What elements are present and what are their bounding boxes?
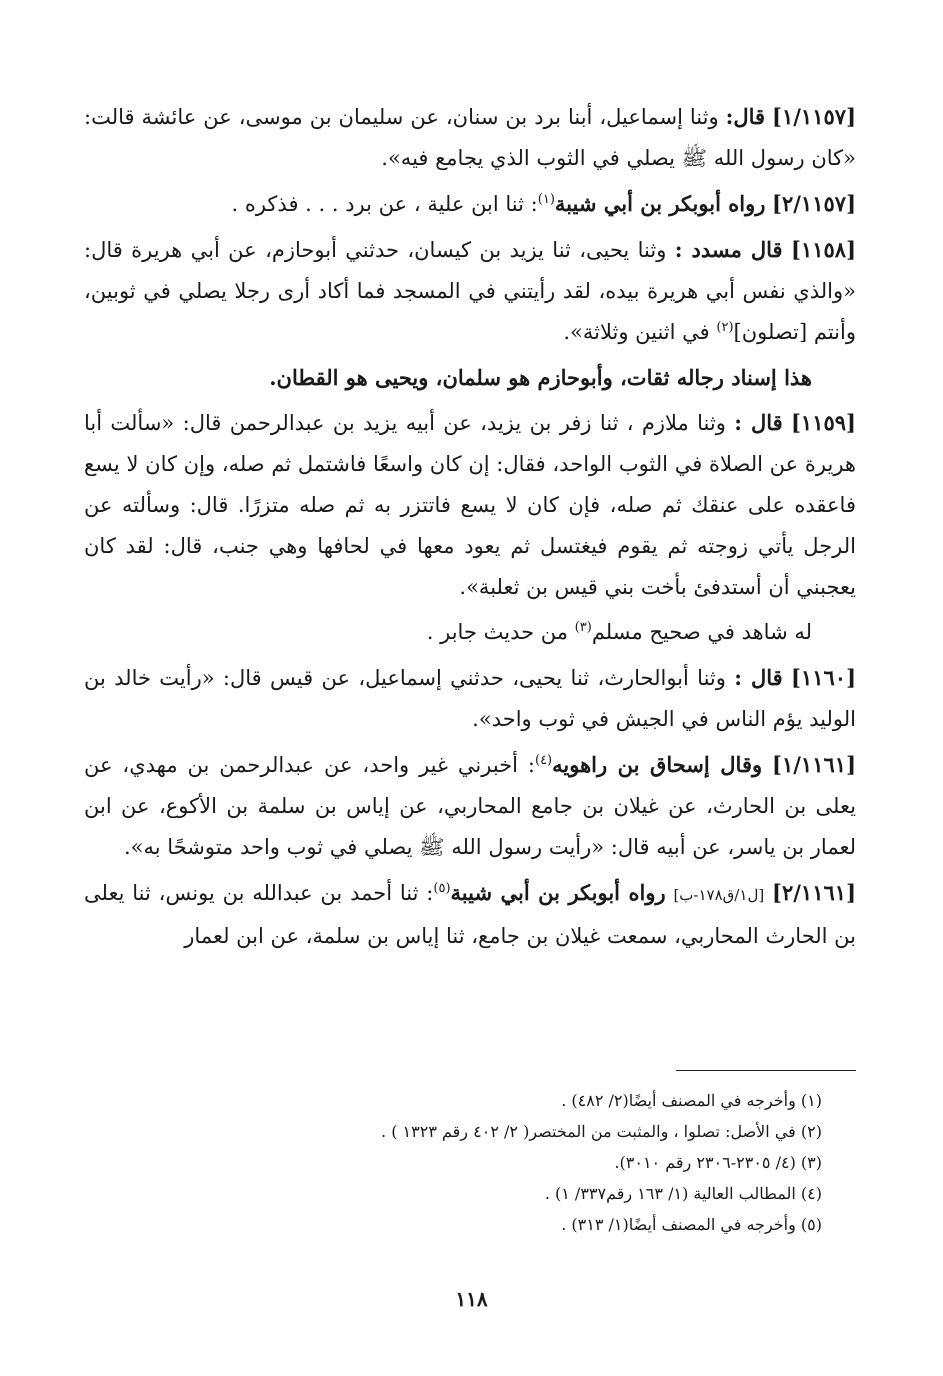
footnote-5: (٥) وأخرجه في المصنف أيضًا(١/ ٣١٣) . [561,1215,822,1234]
hadith-lead: رواه أبوبكر بن أبي شيبة [554,191,766,216]
hadith-lead: رواه أبوبكر بن أبي شيبة [450,880,666,905]
footnote-divider [676,1070,856,1071]
hadith-text-end: في اثنين وثلاثة». [563,320,717,344]
hadith-1157-1 [84,96,856,179]
witness-note [84,612,856,653]
footnote-mark: (٤) [534,753,553,768]
hadith-lead: وقال إسحاق بن راهويه [552,752,763,777]
hadith-number: [١/١١٦١] [772,752,856,777]
hadith-text: : ثنا ابن علية ، عن برد . . . فذكره . [231,192,538,216]
hadith-1161-1 [84,744,856,868]
footnote-mark: (١) [537,192,555,207]
hadith-1160 [84,657,856,740]
hadith-lead: قال مسدد : [674,237,783,262]
grading-note: هذا إسناد رجاله ثقات، وأبوحازم هو سلمان، ويحيى هو القطان. [269,365,812,390]
hadith-number: [٢/١١٥٧] [772,191,856,216]
hadith-1159 [84,402,856,608]
witness-text: له شاهد في صحيح مسلم [591,620,812,644]
hadith-number: [١١٥٨] [791,237,856,262]
hadith-text: وثنا يحيى، ثنا يزيد بن كيسان، حدثني أبوحازم، عن أبي هريرة قال: «والذي نفس أبي هريرة بيده، لقد رأيتني في المسجد فما أكاد أرى رجلا يصلي في ثوبين، وأنتم [تصلون] [84,238,856,344]
hadith-number: [١١٥٩] [790,410,856,435]
hadith-number: [١/١١٥٧] [772,104,856,129]
hadith-number: [١١٦٠] [791,665,857,690]
page-number: ١١٨ [455,1287,488,1311]
hadith-1161-2 [84,872,856,957]
footnote-4: (٤) المطالب العالية (١/ ١٦٣ رقم٣٣٧/ ١) . [544,1184,822,1203]
main-text [84,96,856,961]
hadith-1158 [84,229,856,353]
hadith-text: وثنا ملازم ، ثنا زفر بن يزيد، عن أبيه يزيد بن عبدالرحمن قال: «سألت أبا هريرة عن الصلاة في الثوب الواحد، فقال: إن كان واسعًا فاشتمل ثم صله، وإن كان لا يسع فاعقده على عنقك ثم صله، فإن كان لا يسع فاتتزر به ثم صله متزرًا. قال: وسألته عن الرجل يأتي زوجته ثم يقوم فيغتسل ثم يعود معها في لحافها وهي جنب، قال: لقد كان يعجبني أن أستدفئ بأخت بني قيس بن ثعلبة». [84,411,856,599]
manuscript-ref: [ل١/ق١٧٨-ب] [673,886,765,904]
footnote-mark: (٣) [574,620,592,635]
footnote-3: (٣) (٤/ ٢٣٠٥-٢٣٠٦ رقم ٣٠١٠). [614,1153,822,1172]
hadith-number: [٢/١١٦١] [772,880,856,905]
hadith-lead: قال : [734,410,783,435]
hadith-text: : ثنا أحمد بن عبدالله بن يونس، ثنا يعلى بن الحارث المحاربي، سمعت غيلان بن جامع، ثنا إياس بن سلمة، عن ابن لعمار [84,881,856,948]
footnotes [84,1085,856,1240]
footnote-mark: (٢) [716,320,734,335]
footnote-2: (٢) في الأصل: تصلوا ، والمثبت من المختصر( ٢/ ٤٠٢ رقم ١٣٢٣ ) . [381,1122,822,1141]
hadith-1157-2 [84,183,856,225]
footnote-mark: (٥) [433,881,451,896]
hadith-lead: قال : [734,665,783,690]
hadith-text: : أخبرني غير واحد، عن عبدالرحمن بن مهدي، عن يعلى بن الحارث، عن غيلان بن جامع المحاربي، عن إياس بن سلمة بن الأكوع، عن ابن لعمار بن ياسر، عن أبيه قال: «رأيت رسول الله ﷺ يصلي في ثوب واحد متوشحًا به». [84,753,856,859]
footnote-1: (١) وأخرجه في المصنف أيضًا(٢/ ٤٨٢) . [561,1091,822,1110]
hadith-text: وثنا أبوالحارث، ثنا يحيى، حدثني إسماعيل، عن قيس قال: «رأيت خالد بن الوليد يؤم الناس في الجيش في ثوب واحد». [84,666,856,731]
hadith-text: وثنا إسماعيل، أبنا برد بن سنان، عن سليمان بن موسى، عن عائشة قالت: «كان رسول الله ﷺ يصلي في الثوب الذي يجامع فيه». [84,105,856,170]
witness-text-end: من حديث جابر . [426,620,575,644]
hadith-lead: قال: [725,104,766,129]
